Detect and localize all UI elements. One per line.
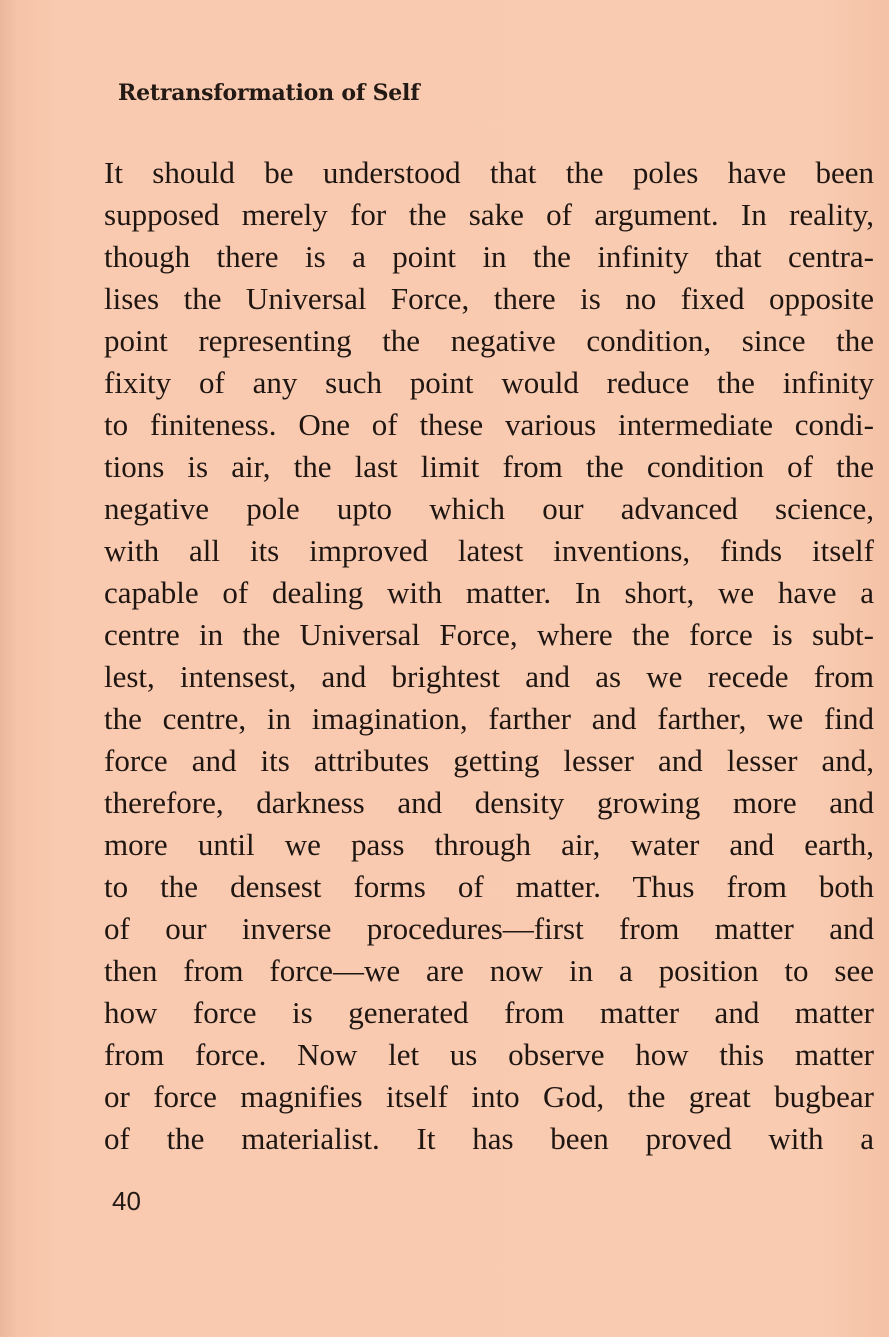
text-line: to finiteness. One of these various intermediate condi- [104, 407, 874, 442]
text-line: It should be understood that the poles have been [104, 155, 874, 190]
text-line: from force. Now let us observe how this matter [104, 1037, 874, 1072]
body-text [104, 152, 874, 1160]
text-line: though there is a point in the infinity that centra- [104, 239, 874, 274]
text-line: more until we pass through air, water and earth, [104, 827, 874, 862]
text-line: centre in the Universal Force, where the force is subt- [104, 617, 874, 652]
text-line: force and its attributes getting lesser and lesser and, [104, 743, 874, 778]
page-number: 40 [112, 1186, 141, 1216]
text-line: how force is generated from matter and matter [104, 995, 874, 1030]
text-line: supposed merely for the sake of argument. In reality, [104, 197, 874, 232]
text-line: negative pole upto which our advanced science, [104, 491, 874, 526]
text-line: lises the Universal Force, there is no fixed opposite [104, 281, 874, 316]
text-line: then from force—we are now in a position to see [104, 953, 874, 988]
text-line: point representing the negative condition, since the [104, 323, 874, 358]
text-line: the centre, in imagination, farther and farther, we find [104, 701, 874, 736]
text-line: or force magnifies itself into God, the great bugbear [104, 1079, 874, 1114]
text-line: capable of dealing with matter. In short, we have a [104, 575, 874, 610]
text-line: with all its improved latest inventions, finds itself [104, 533, 874, 568]
text-line: to the densest forms of matter. Thus from both [104, 869, 874, 904]
text-line: lest, intensest, and brightest and as we recede from [104, 659, 874, 694]
text-line: of our inverse procedures—first from matter and [104, 911, 874, 946]
text-line: of the materialist. It has been proved with a [104, 1121, 874, 1156]
running-head: Retransformation of Self [118, 80, 420, 106]
text-line: therefore, darkness and density growing more and [104, 785, 874, 820]
text-line: tions is air, the last limit from the condition of the [104, 449, 874, 484]
text-line: fixity of any such point would reduce the infinity [104, 365, 874, 400]
